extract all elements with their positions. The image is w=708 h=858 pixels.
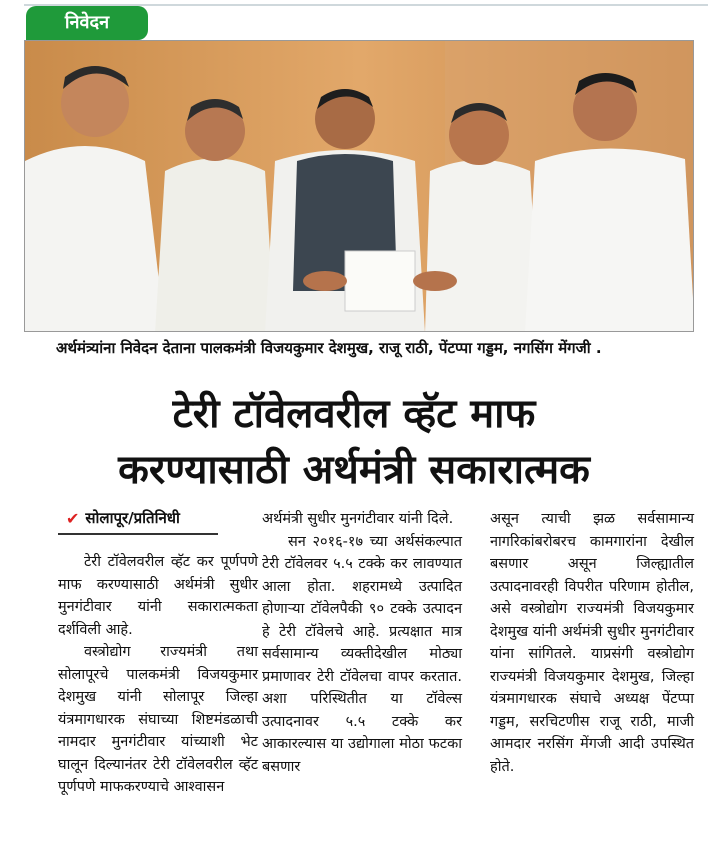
memorandum-paper (345, 251, 415, 311)
article-column-2 (262, 508, 462, 778)
byline (66, 508, 180, 528)
news-photo (24, 40, 694, 332)
photo-illustration (25, 41, 694, 332)
article-paragraph: असून त्याची झळ सर्वसामान्य नागरिकांबरोबरच कामगारांना देखील बसणार असून जिल्ह्यातील उत्पादनावरही विपरीत परिणाम होतील, असे वस्त्रोद्योग राज्यमंत्री विजयकुमार देशमुख यांनी अर्थमंत्री सुधीर मुनगंटीवार यांना सांगितले. याप्रसंगी वस्त्रोद्योग राज्यमंत्री विजयकुमार देशमुख, जिल्हा यंत्रमागधारक संघाचे अध्यक्ष पेंटप्पा गड्डम, सरचिटणीस राजू राठी, माजी आमदार नरसिंग मेंगजी आदी उपस्थित होते. (490, 511, 694, 775)
article-paragraph: वस्त्रोद्योग राज्यमंत्री तथा सोलापूरचे पालकमंत्री विजयकुमार देशमुख यांनी सोलापूर जिल्हा यंत्रमागधारक संघाच्या शिष्टमंडळाची नामदार मुनगंटीवार यांच्याशी भेट घालून दिल्यानंतर टेरी टॉवेलवरील व्हॅट पूर्णपणे माफकरण्याचे आश्वासन (58, 644, 258, 795)
byline-rule (58, 533, 218, 535)
headline-line-2: करण्यासाठी अर्थमंत्री सकारात्मक (118, 447, 590, 493)
article-column-1 (58, 551, 258, 799)
byline-text: सोलापूर/प्रतिनिधी (85, 509, 180, 527)
article-column-3 (490, 508, 694, 778)
article-paragraph: सन २०१६-१७ च्या अर्थसंकल्पात टेरी टॉवेलवर ५.५ टक्के कर लावण्यात आला होता. शहरामध्ये उत्पादित होणाऱ्या टॉवेलपैकी ९० टक्के उत्पादन हे टेरी टॉवेलचे आहे. प्रत्यक्षात मात्र सर्वसामान्य व्यक्तीदेखील मोठ्या प्रमाणावर टेरी टॉवेलचा वापर करतात. अशा परिस्थितीत या टॉवेल्स उत्पादनावर ५.५ टक्के कर आकारल्यास या उद्योगाला मोठा फटका बसणार (262, 533, 462, 775)
article-paragraph: अर्थमंत्री सुधीर मुनगंटीवार यांनी दिले. (262, 511, 454, 527)
checkmark-icon: ✔ (66, 508, 80, 528)
photo-caption: अर्थमंत्र्यांना निवेदन देताना पालकमंत्री विजयकुमार देशमुख, राजू राठी, पेंटप्पा गड्डम, नगसिंग मेंगजी . (56, 339, 602, 357)
headline-line-1: टेरी टॉवेलवरील व्हॅट माफ (172, 391, 536, 437)
article-paragraph: टेरी टॉवेलवरील व्हॅट कर पूर्णपणे माफ करण्यासाठी अर्थमंत्री सुधीर मुनगंटीवार यांनी सकारात्मकता दर्शविली आहे. (58, 554, 258, 638)
section-tag: निवेदन (26, 6, 148, 40)
